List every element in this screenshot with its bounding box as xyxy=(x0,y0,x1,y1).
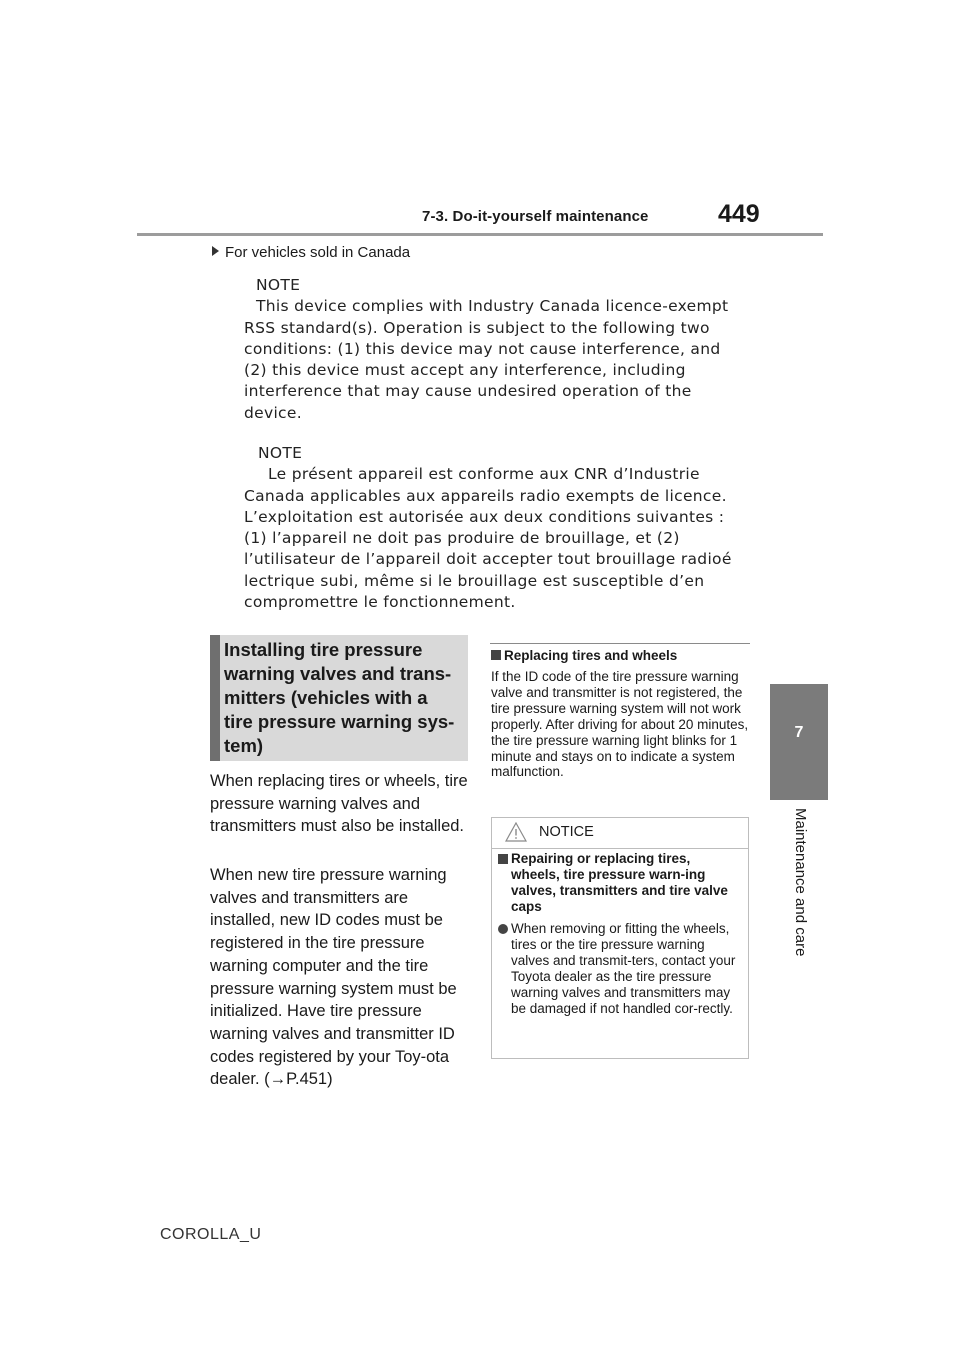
notice-bullet-text: When removing or fitting the wheels, tires or the tire pressure warning valves and transmit-ters, contact your Toyota dealer as the tire pressure warning valves and transmitters may be damaged if not handled cor-rectly. xyxy=(511,921,736,1017)
notice-heading xyxy=(498,851,738,915)
note-french xyxy=(236,443,736,613)
header-rule xyxy=(137,233,823,236)
notice-bullet xyxy=(498,921,738,1018)
note-en-line: device. xyxy=(244,403,302,422)
installing-heading-line: tem) xyxy=(224,735,264,756)
right-column-rule xyxy=(490,643,750,644)
note-fr-line: compromettre le fonctionnement. xyxy=(244,593,516,612)
round-bullet-icon xyxy=(498,924,508,934)
note-fr-line: Le présent appareil est conforme aux CNR d’Industrie xyxy=(268,465,700,484)
chapter-tab xyxy=(770,684,828,800)
notice-divider xyxy=(491,848,749,849)
warning-triangle-icon xyxy=(505,822,527,842)
replacing-heading xyxy=(491,648,677,663)
note-en-line: conditions: (1) this device may not cause interference, and xyxy=(244,339,721,358)
canada-text: For vehicles sold in Canada xyxy=(225,244,411,261)
notice-title: NOTICE xyxy=(539,824,594,840)
note-en-line: (2) this device must accept any interference, including xyxy=(244,361,686,380)
footer-model: COROLLA_U xyxy=(160,1226,262,1243)
triangle-bullet-icon xyxy=(212,246,219,256)
note-en-line: RSS standard(s). Operation is subject to the following two xyxy=(244,318,710,337)
note-fr-line: lectrique subi, même si le brouillage est susceptible d’en xyxy=(244,571,705,590)
square-bullet-icon xyxy=(498,854,508,864)
square-bullet-icon xyxy=(491,650,501,660)
installing-heading-line: tire pressure warning sys- xyxy=(224,711,455,732)
note-english xyxy=(236,275,736,424)
installing-heading xyxy=(224,638,468,758)
installing-heading-line: warning valves and trans- xyxy=(224,663,452,684)
installing-heading-line: mitters (vehicles with a xyxy=(224,687,428,708)
note-fr-line: L’exploitation est autorisée aux deux conditions suivantes : xyxy=(244,507,725,526)
note-en-line: interference that may cause undesired operation of the xyxy=(244,382,692,401)
installing-para-1: When replacing tires or wheels, tire pressure warning valves and transmitters must also be installed. xyxy=(210,772,468,836)
section-title: 7-3. Do-it-yourself maintenance xyxy=(422,208,649,225)
note-fr-line: Canada applicables aux appareils radio exempts de licence. xyxy=(244,486,727,505)
installing-heading-line: Installing tire pressure xyxy=(224,639,423,660)
page-number: 449 xyxy=(718,200,760,228)
note-fr-line: l’utilisateur de l’appareil doit accepter tout brouillage radioé xyxy=(244,550,732,569)
notice-heading-text: Repairing or replacing tires, wheels, tire pressure warn-ing valves, transmitters and tire valve caps xyxy=(511,851,728,914)
note-fr-line: (1) l’appareil ne doit pas produire de brouillage, et (2) xyxy=(244,529,680,548)
canada-line xyxy=(212,244,410,261)
note-en-title: NOTE xyxy=(256,276,301,294)
installing-para-2: When new tire pressure warning valves and transmitters are installed, new ID codes must be registered in the tire pressure warning computer and the tire pressure warning system must be initialized. Have tire pressure warning valves and transmitter ID codes registered by your Toy-ota dealer. (→P.451) xyxy=(210,866,457,1089)
note-en-line: This device complies with Industry Canada licence-exempt xyxy=(256,297,729,316)
replacing-heading-text: Replacing tires and wheels xyxy=(504,648,678,663)
note-fr-title: NOTE xyxy=(258,444,303,462)
heading-accent-bar xyxy=(210,635,220,761)
chapter-number: 7 xyxy=(794,724,804,741)
chapter-label: Maintenance and care xyxy=(792,808,809,957)
replacing-text: If the ID code of the tire pressure warning valve and transmitter is not registered, the tire pressure warning system will not work properly. After driving for about 20 minutes, the tire pressure warning light blinks for 1 minute and stays on to indicate a system malfunction. xyxy=(491,669,749,780)
